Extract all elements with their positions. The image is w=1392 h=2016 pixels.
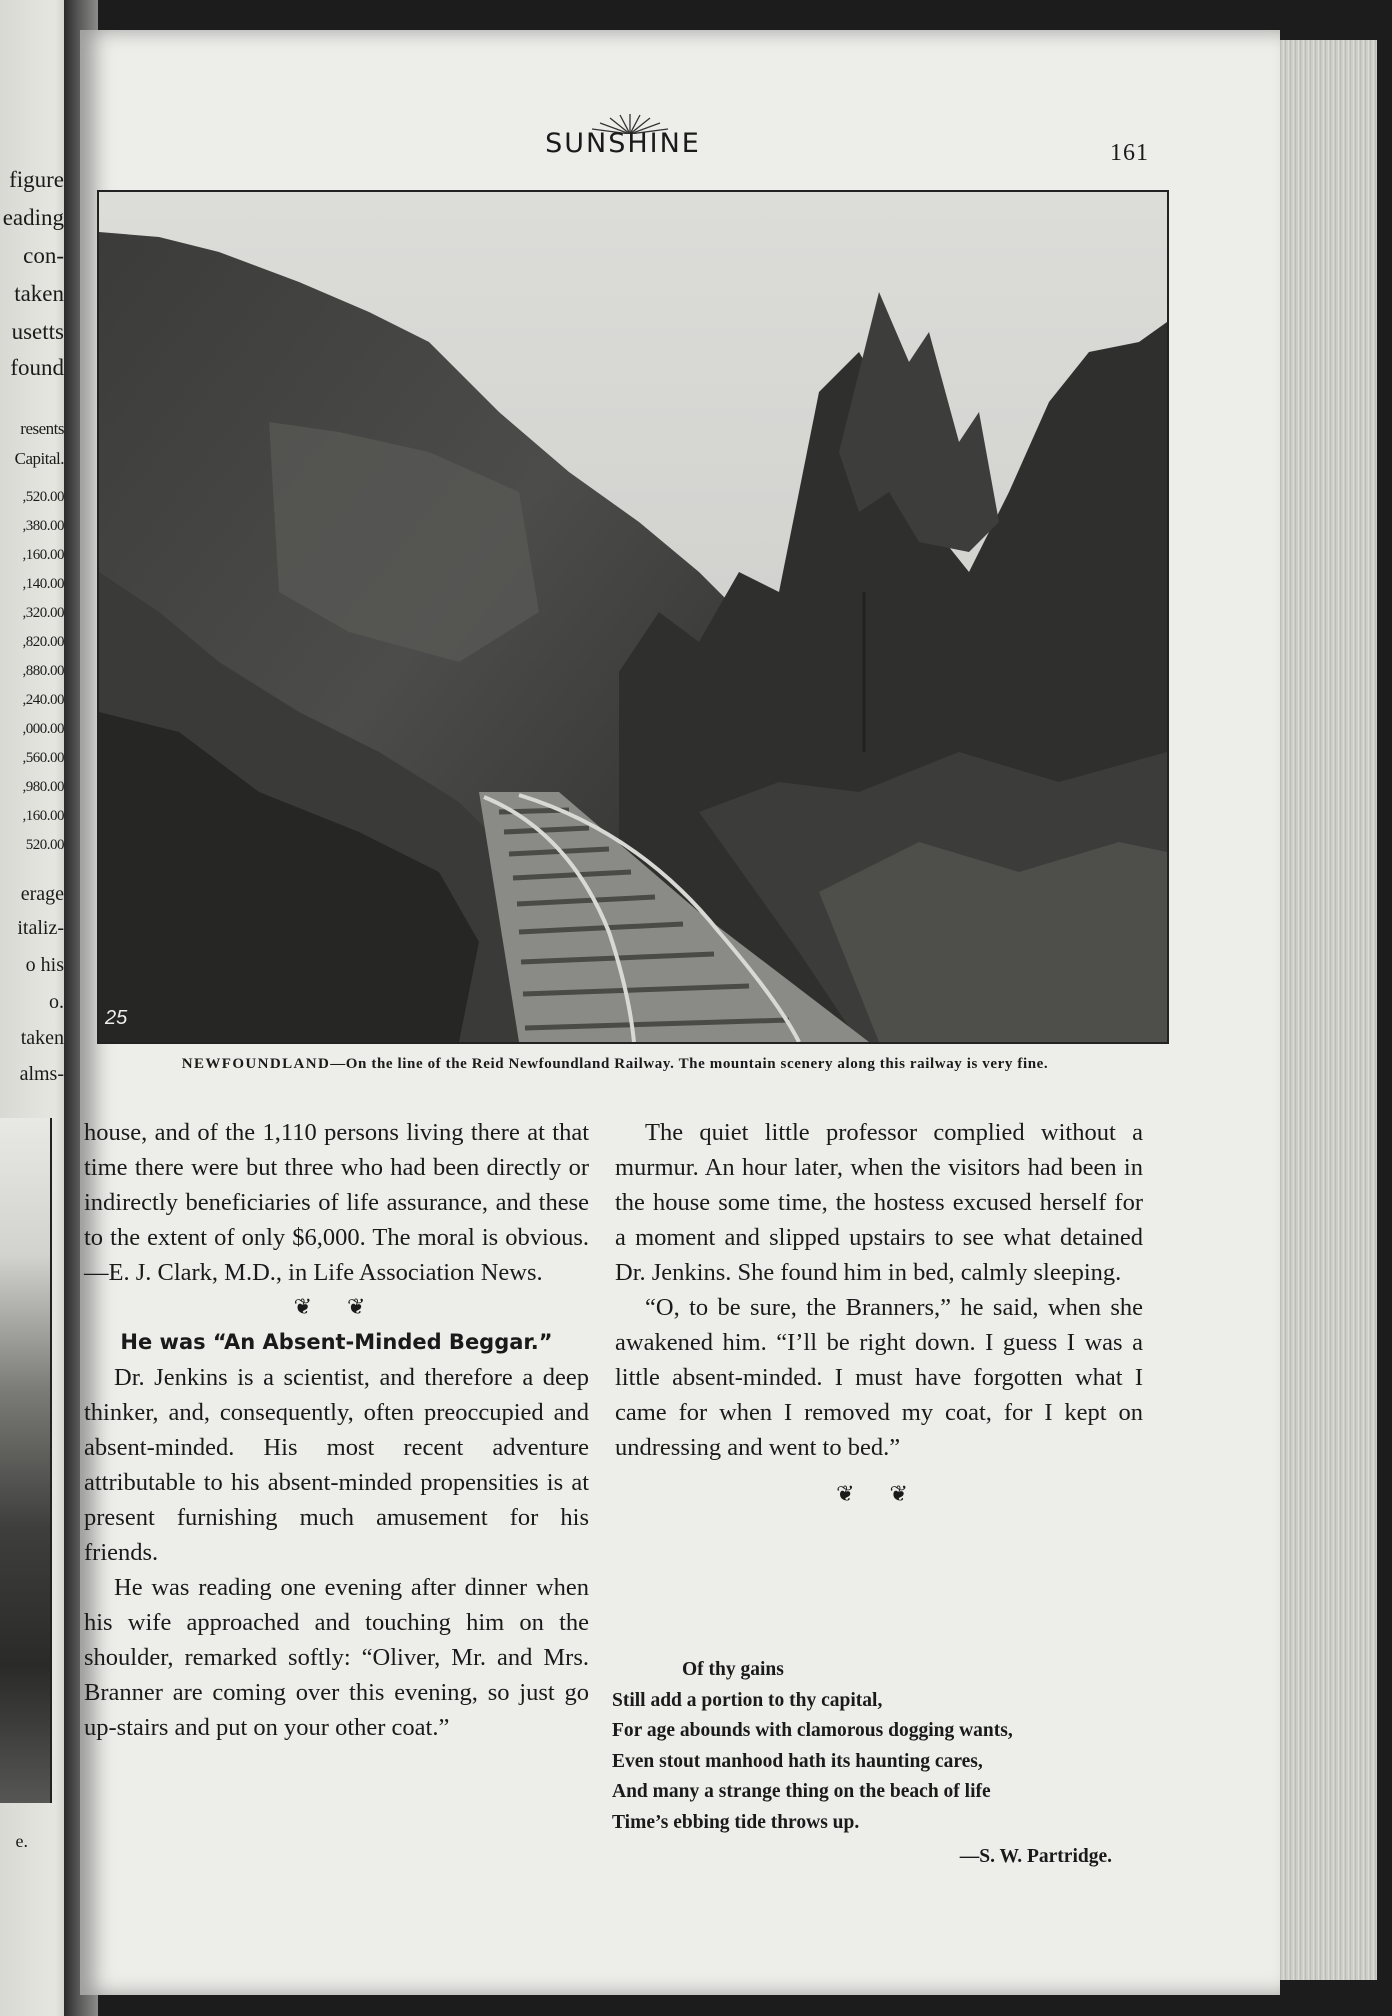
poem-line: For age abounds with clamorous dogging wants,	[612, 1720, 1013, 1741]
left-page-amount: ,520.00	[22, 489, 64, 505]
railway-photo	[97, 190, 1169, 1044]
left-page-amount: ,320.00	[22, 605, 64, 621]
left-page-text: figure	[9, 167, 64, 192]
left-page-text: found	[10, 355, 64, 380]
left-page-text: eading	[2, 205, 64, 230]
section-ornament-icon: ❦ ❦	[836, 1482, 922, 1507]
page-number: 161	[1110, 140, 1149, 166]
photo-caption	[140, 1056, 1090, 1072]
caption-text: —On the line of the Reid Newfoundland Railway. The mountain scenery along this railway is very fine.	[330, 1056, 1049, 1072]
left-page-photo	[0, 1118, 52, 1803]
article-paragraph: house, and of the 1,110 persons living there at that time there were but three who had been directly or indirectly beneficiaries of life assurance, and these to the extent of only $6,000. The moral is obvious.—E. J. Clark, M.D., in Life Association News.	[84, 1119, 589, 1286]
poem-line: And many a strange thing on the beach of life	[612, 1781, 991, 1802]
left-page-text: resents	[20, 419, 64, 438]
poem-line: Time’s ebbing tide throws up.	[612, 1811, 860, 1833]
poem-attribution: —S. W. Partridge.	[959, 1846, 1112, 1867]
poem	[612, 1655, 1132, 1873]
caption-lead: NEWFOUNDLAND	[181, 1056, 331, 1072]
left-page-amount: ,140.00	[22, 576, 64, 592]
article-paragraph: He was reading one evening after dinner when his wife approached and touching him on the shoulder, remarked softly: “Oliver, Mr. and Mrs. Branner are coming over this evening, so just go up-stairs and put on your other coat.”	[84, 1574, 589, 1741]
poem-line: Of thy gains	[682, 1659, 784, 1680]
left-page-amount: ,000.00	[22, 721, 64, 737]
left-page-amount: ,980.00	[22, 779, 64, 795]
masthead-title: SUNSHINE	[545, 128, 701, 159]
left-page-text: taken	[20, 1027, 64, 1049]
left-page-text: taken	[14, 281, 64, 306]
section-ornament-icon: ❦ ❦	[293, 1295, 380, 1320]
left-page-amount: ,380.00	[22, 518, 64, 534]
article-paragraph: Dr. Jenkins is a scientist, and therefore a deep thinker, and, consequently, often preoccupied and absent-minded. His most recent adventure attributable to his absent-minded propensities is at present furnishing much amusement for his friends.	[84, 1364, 589, 1566]
left-page-amount: ,240.00	[22, 692, 64, 708]
left-page-text: e.	[15, 1831, 28, 1851]
left-page-amount: ,880.00	[22, 663, 64, 679]
left-column	[84, 1115, 589, 1745]
left-page-text: o his	[25, 954, 64, 976]
article-paragraph: “O, to be sure, the Branners,” he said, when she awakened him. “I’ll be right down. I guess I was a little absent-minded. I must have forgotten what I came for when I removed my coat, for I kept on undressing and went to bed.”	[615, 1294, 1143, 1461]
left-page-text: italiz-	[17, 917, 64, 939]
left-page-text: o.	[49, 991, 64, 1013]
left-page-text: Capital.	[14, 449, 64, 468]
left-page-text: erage	[20, 883, 64, 905]
article-paragraph: The quiet little professor complied without a murmur. An hour later, when the visitors had been in the house some time, the hostess excused herself for a moment and slipped upstairs to see what detained Dr. Jenkins. She found him in bed, calmly sleeping.	[615, 1119, 1143, 1286]
right-column	[615, 1115, 1143, 1512]
photo-number: 25	[105, 1007, 128, 1029]
poem-line: Still add a portion to thy capital,	[612, 1689, 883, 1711]
left-page-amount: ,560.00	[22, 750, 64, 766]
left-page-text: usetts	[11, 319, 64, 344]
left-page-text: con-	[23, 243, 64, 268]
left-page-amount: ,160.00	[22, 808, 64, 824]
poem-line: Even stout manhood hath its haunting cares,	[612, 1750, 983, 1772]
article-heading: He was “An Absent-Minded Beggar.”	[120, 1330, 553, 1354]
left-page-amount: ,820.00	[22, 634, 64, 650]
left-page-amount: 520.00	[25, 837, 64, 853]
left-page-text: alms-	[19, 1063, 64, 1085]
left-page-amount: ,160.00	[22, 547, 64, 563]
